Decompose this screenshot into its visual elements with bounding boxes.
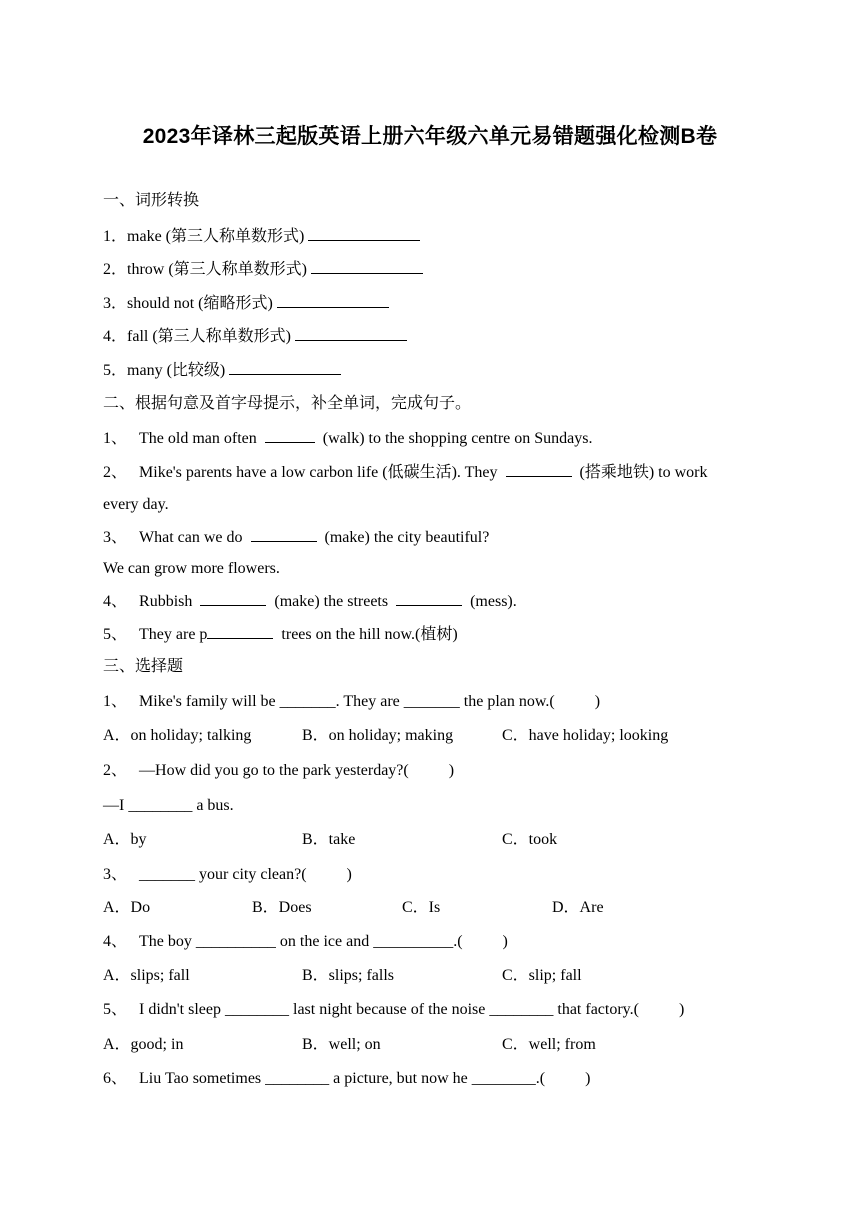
item-text: many (比较级) (127, 362, 226, 379)
question-number: 2、 (103, 762, 128, 779)
option-c[interactable]: C．slip; fall (502, 967, 582, 984)
item-text: throw (第三人称单数形式) (127, 261, 308, 278)
s2-question-2-cont: every day. (103, 496, 169, 513)
question-text: Liu Tao sometimes ________ a picture, but now he ________.( ) (139, 1070, 591, 1087)
s1-item-3 (103, 292, 389, 315)
question-number: 2、 (103, 464, 128, 481)
s3-question-2 (103, 760, 454, 782)
question-text: (搭乘地铁) to work (579, 464, 708, 481)
s1-item-5 (103, 359, 341, 382)
question-number: 3、 (103, 866, 128, 883)
s2-question-2 (103, 461, 708, 484)
s2-question-4 (103, 590, 517, 613)
s3-question-1 (103, 691, 600, 713)
option-b[interactable]: B．Does (252, 899, 312, 916)
answer-blank[interactable] (277, 292, 389, 308)
section1-heading: 一、词形转换 (103, 192, 200, 209)
answer-blank[interactable] (295, 325, 407, 341)
question-text: (make) the streets (274, 593, 389, 610)
s3-question-6 (103, 1068, 590, 1090)
option-b[interactable]: B．well; on (302, 1036, 381, 1053)
s2-question-5 (103, 623, 458, 646)
question-text: Mike's family will be _______. They are _______ the plan now.( ) (139, 693, 601, 710)
s3-question-2-line2: —I ________ a bus. (103, 797, 234, 814)
question-text: _______ your city clean?( ) (139, 866, 352, 883)
answer-blank[interactable] (207, 623, 273, 639)
s2-question-3 (103, 526, 489, 549)
answer-blank[interactable] (200, 590, 266, 606)
option-c[interactable]: C．well; from (502, 1036, 596, 1053)
question-number: 6、 (103, 1070, 128, 1087)
question-number: 5、 (103, 626, 128, 643)
question-number: 1、 (103, 693, 128, 710)
question-text: They are p (139, 626, 208, 643)
answer-blank[interactable] (396, 590, 462, 606)
item-text: fall (第三人称单数形式) (127, 328, 291, 345)
option-a[interactable]: A．Do (103, 899, 151, 916)
option-a[interactable]: A．slips; fall (103, 967, 190, 984)
s1-item-4 (103, 325, 407, 348)
option-a[interactable]: A．by (103, 831, 147, 848)
s1-item-1 (103, 225, 420, 248)
item-number: 4． (103, 328, 128, 345)
question-number: 5、 (103, 1001, 128, 1018)
item-number: 5． (103, 362, 128, 379)
answer-blank[interactable] (251, 526, 317, 542)
answer-blank[interactable] (229, 359, 341, 375)
item-text: make (第三人称单数形式) (127, 228, 305, 245)
question-number: 3、 (103, 529, 128, 546)
question-text: I didn't sleep ________ last night because of the noise ________ that factory.( ) (139, 1001, 685, 1018)
s3-question-3 (103, 864, 352, 886)
question-text: Rubbish (139, 593, 193, 610)
question-number: 4、 (103, 593, 128, 610)
question-text: (walk) to the shopping centre on Sundays. (322, 430, 593, 447)
s3-question-4 (103, 931, 508, 953)
question-text: Mike's parents have a low carbon life (低碳生活). They (139, 464, 498, 481)
s2-question-1 (103, 427, 593, 450)
option-c[interactable]: C．Is (402, 899, 441, 916)
option-a[interactable]: A．good; in (103, 1036, 184, 1053)
question-text: The old man often (139, 430, 257, 447)
item-number: 3． (103, 295, 128, 312)
question-number: 1、 (103, 430, 128, 447)
question-text: (mess). (470, 593, 517, 610)
option-d[interactable]: D．Are (552, 899, 604, 916)
question-text: (make) the city beautiful? (324, 529, 490, 546)
answer-blank[interactable] (311, 258, 423, 274)
question-text: —How did you go to the park yesterday?( ) (139, 762, 455, 779)
question-text: The boy __________ on the ice and __________.( ) (139, 933, 508, 950)
item-number: 1． (103, 228, 128, 245)
option-a[interactable]: A．on holiday; talking (103, 727, 252, 744)
section2-heading: 二、根据句意及首字母提示，补全单词，完成句子。 (103, 395, 472, 412)
option-b[interactable]: B．on holiday; making (302, 727, 454, 744)
section3-heading: 三、选择题 (103, 658, 184, 675)
answer-blank[interactable] (265, 427, 315, 443)
option-b[interactable]: B．take (302, 831, 356, 848)
question-text: trees on the hill now.(植树) (281, 626, 458, 643)
item-text: should not (缩略形式) (127, 295, 273, 312)
page-title: 2023年译林三起版英语上册六年级六单元易错题强化检测B卷 (142, 125, 718, 148)
option-c[interactable]: C．took (502, 831, 558, 848)
s3-question-5 (103, 999, 684, 1021)
item-number: 2． (103, 261, 128, 278)
s1-item-2 (103, 258, 423, 281)
question-text: What can we do (139, 529, 243, 546)
s2-question-3-answer: We can grow more flowers. (103, 560, 280, 577)
answer-blank[interactable] (308, 225, 420, 241)
answer-blank[interactable] (506, 461, 572, 477)
option-b[interactable]: B．slips; falls (302, 967, 395, 984)
question-number: 4、 (103, 933, 128, 950)
option-c[interactable]: C．have holiday; looking (502, 727, 669, 744)
